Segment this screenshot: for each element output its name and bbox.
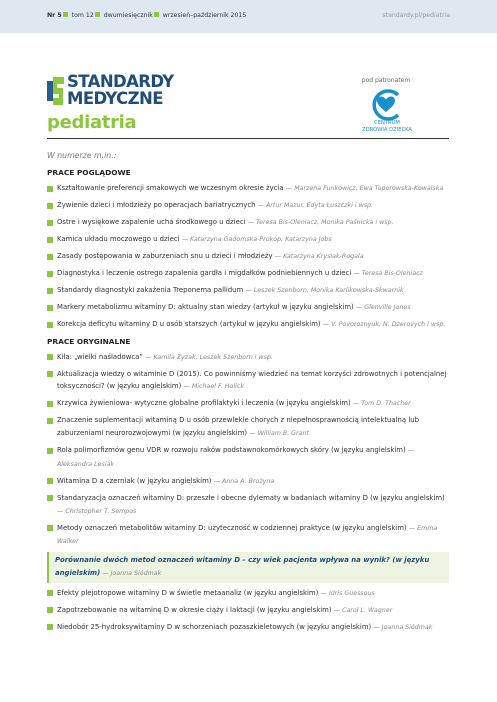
article-authors: Artur Mazur, Edyta Łuszczki i wsp. <box>266 202 374 209</box>
article-authors: Teresa Bis-Oleniacz, Monika Paśnicka i wsp. <box>256 219 394 226</box>
green-square-icon <box>47 448 53 454</box>
article-authors: William B. Grant <box>257 430 309 438</box>
featured-title: Porównanie dwóch metod oznaczeń witaminy D – czy wiek pacjenta wpływa na wynik? (w języku angielskim) <box>55 556 430 577</box>
article-authors-wrap: — William B. Grant <box>249 430 309 438</box>
article-authors: Anna A. Brożyna <box>222 477 275 485</box>
frequency: dwumiesięcznik <box>103 12 153 19</box>
green-square-icon <box>47 401 53 407</box>
article-title: Standaryzacja oznaczeń witaminy D: przeszłe i obecne dylematy w badaniach witaminy D (w języku angielskim) <box>57 493 445 502</box>
featured-author: Joanna Siódmak <box>110 569 162 577</box>
article-title: Znaczenie suplementacji witaminą D u osób przewlekle chorych z niepełnosprawnością intelektualną lub zaburzeniami neurorozwojowymi (w języku angielskim) <box>57 416 419 438</box>
article-authors-wrap: — Anna A. Brożyna <box>213 477 275 485</box>
section-original-list-continued <box>47 587 449 635</box>
article-authors: Aleksandra Lesiak <box>57 460 115 468</box>
logo-line-1: STANDARDY <box>67 72 174 91</box>
green-square-icon <box>47 525 53 531</box>
article-item[interactable] <box>47 368 449 394</box>
article-authors-wrap: — Teresa Bis-Oleniacz <box>353 270 423 277</box>
green-square-icon <box>63 12 68 17</box>
article-title: Niedobór 25-hydroksywitaminy D w schorzeniach pozaszkieletowych (w języku angielskim) <box>57 622 372 631</box>
volume: tom 12 <box>71 12 94 19</box>
article-title: Korekcja deficytu witaminy D u osób starszych (artykuł w języku angielskim) <box>57 320 321 328</box>
article-item[interactable] <box>47 397 449 411</box>
article-authors: Katarzyna Krysiak-Rogala <box>283 253 364 260</box>
green-square-icon <box>47 220 53 226</box>
issue-info <box>47 12 246 19</box>
section-original-list <box>47 351 449 549</box>
header-bar <box>0 0 497 33</box>
table-of-contents <box>47 165 449 638</box>
brand-logo-text <box>67 73 174 107</box>
standardy-logo-icon <box>47 75 64 107</box>
article-title: Rola polimorfizmów genu VDR w rozwoju raków podstawnokomórkowych skóry (w języku angielskim) <box>57 446 406 455</box>
heart-logo-icon <box>367 86 405 124</box>
article-authors-wrap: — Christopher T. Sempos <box>57 507 137 515</box>
article-authors-wrap: — Teresa Bis-Oleniacz, Monika Paśnicka i wsp. <box>247 219 394 226</box>
green-square-icon <box>47 271 53 277</box>
patron-name <box>352 120 422 133</box>
article-title: Diagnostyka i leczenie ostrego zapalenia gardła i migdałków podniebiennych u dzieci <box>57 269 352 277</box>
article-title: Kształtowanie preferencji smakowych we wczesnym okresie życia <box>57 184 284 192</box>
article-item[interactable] <box>47 216 449 230</box>
article-authors: Joanna Siódmak <box>381 623 433 631</box>
issue-date: wrzesień–październik 2015 <box>162 12 247 19</box>
article-title: Metody oznaczeń metabolitów witaminy D: użyteczność w codziennej praktyce (w języku angielskim) <box>57 523 407 532</box>
article-authors: Christopher T. Sempos <box>65 507 137 515</box>
article-item[interactable] <box>47 351 449 365</box>
article-title: Zapotrzebowanie na witaminę D w okresie ciąży i laktacji (w języku angielskim) <box>57 605 332 614</box>
article-title: Zasady postępowania w zaburzeniach snu u dzieci i młodzieży <box>57 252 273 260</box>
article-authors: Tom D. Thacher <box>361 400 411 408</box>
article-authors: Leszek Szenborn, Monika Karlikowska-Skwarnik <box>253 287 404 294</box>
green-square-icon <box>47 288 53 294</box>
green-square-icon <box>47 418 53 424</box>
article-title: Aktualizacja wiedzy o witaminie D (2015). Co powinniśmy wiedzieć na temat korzyści zdrowotnych i potencjalnej toksyczności? (w języku angielskim) <box>57 369 447 391</box>
green-square-icon <box>47 371 53 377</box>
patron-line-1: CENTRUM <box>374 120 400 126</box>
article-title: Witamina D a czerniak (w języku angielskim) <box>57 476 212 485</box>
journal-title: pediatria <box>47 112 137 133</box>
article-authors-wrap: — V. Povoroznyuk, N. Dzerovych i wsp. <box>322 321 446 328</box>
article-item[interactable] <box>47 182 449 196</box>
article-authors: Glenville Jones <box>364 304 411 311</box>
article-authors-wrap: — Aleksandra Lesiak <box>57 447 415 468</box>
issue-number: Nr 5 <box>47 12 62 19</box>
article-item[interactable] <box>47 621 449 635</box>
green-square-icon <box>47 495 53 501</box>
article-authors-wrap: — Tom D. Thacher <box>352 400 411 408</box>
green-square-icon <box>47 237 53 243</box>
article-authors-wrap: — Katarzyna Gadomska-Prokop, Katarzyna Jobs <box>181 236 332 243</box>
article-item[interactable] <box>47 233 449 247</box>
article-item[interactable] <box>47 604 449 618</box>
article-authors-wrap: — Artur Mazur, Edyta Łuszczki i wsp. <box>257 202 374 209</box>
green-square-icon <box>47 322 53 328</box>
patron-line-2: ZDROWIA DZIECKA <box>362 126 412 133</box>
article-item[interactable] <box>47 250 449 264</box>
green-square-icon <box>47 590 53 596</box>
divider <box>47 138 449 139</box>
article-authors: Idris Guessous <box>328 589 375 597</box>
article-item[interactable] <box>47 522 449 549</box>
article-item[interactable] <box>47 587 449 601</box>
article-title: Kiła: „wielki naśladowca” <box>57 352 143 361</box>
article-title: Żywienie dzieci i młodzieży po operacjach bariatrycznych <box>57 201 256 209</box>
green-square-icon <box>47 607 53 613</box>
article-authors-wrap: — Emma Walker <box>57 524 438 546</box>
article-item[interactable] <box>47 318 449 332</box>
article-item[interactable] <box>47 199 449 213</box>
patron-label: pod patronatem <box>361 77 411 84</box>
journal-url[interactable]: standardy.pl/pediatria <box>382 12 450 19</box>
article-authors: Carol L. Wagner <box>342 606 393 614</box>
green-square-icon <box>47 624 53 630</box>
green-square-icon <box>47 478 53 484</box>
article-item[interactable] <box>47 414 449 440</box>
article-authors: Emma Walker <box>57 524 438 546</box>
article-title: Standardy diagnostyki zakażenia Treponema pallidum <box>57 286 244 294</box>
article-item[interactable] <box>47 492 449 518</box>
article-authors-wrap: — Marzena Funkowicz, Ewa Toporowska-Kowalska <box>285 185 444 192</box>
green-square-icon <box>47 186 53 192</box>
article-title: Efekty plejotropowe witaminy D w świetle metaanaliz (w języku angielskim) <box>57 588 319 597</box>
intro-text: W numerze m.in.: <box>47 151 117 160</box>
green-square-icon <box>47 354 53 360</box>
green-square-icon <box>95 12 100 17</box>
article-authors: Marzena Funkowicz, Ewa Toporowska-Kowalska <box>294 185 444 192</box>
article-authors-wrap: — Michael F. Holick <box>183 383 244 391</box>
article-item[interactable] <box>47 444 449 471</box>
article-item[interactable] <box>47 475 449 489</box>
section-review-list <box>47 182 449 332</box>
article-item[interactable] <box>47 301 449 315</box>
green-square-icon <box>47 305 53 311</box>
featured-article[interactable]: Porównanie dwóch metod oznaczeń witaminy D – czy wiek pacjenta wpływa na wynik? (w języku angielskim) — Joanna Siódmak <box>47 552 449 582</box>
article-title: Krzywica żywieniowa- wytyczne globalne profilaktyki i leczenia (w języku angielskim) <box>57 399 351 408</box>
green-square-icon <box>47 203 53 209</box>
logo-line-2: MEDYCZNE <box>67 89 163 108</box>
green-square-icon <box>47 254 53 260</box>
article-authors-wrap: — Kamila Zyzak, Leszek Szenborn i wsp. <box>145 353 273 361</box>
green-square-icon <box>154 12 159 17</box>
article-item[interactable] <box>47 267 449 281</box>
article-title: Ostre i wysiękowe zapalenie ucha środkowego u dzieci <box>57 218 246 226</box>
article-authors: Kamila Zyzak, Leszek Szenborn i wsp. <box>153 353 273 361</box>
article-authors-wrap: — Katarzyna Krysiak-Rogala <box>274 253 364 260</box>
section-heading: PRACE ORYGINALNE <box>47 336 131 346</box>
article-authors: Michael F. Holick <box>191 383 244 391</box>
section-heading: PRACE POGLĄDOWE <box>47 168 131 177</box>
article-item[interactable] <box>47 284 449 298</box>
article-authors: Teresa Bis-Oleniacz <box>361 270 423 277</box>
article-authors-wrap: — Idris Guessous <box>320 589 375 597</box>
article-authors-wrap: — Glenville Jones <box>355 304 411 311</box>
article-authors-wrap: — Leszek Szenborn, Monika Karlikowska-Skwarnik <box>245 287 404 294</box>
article-title: Kamica układu moczowego u dzieci <box>57 235 180 243</box>
article-authors-wrap: — Carol L. Wagner <box>333 606 393 614</box>
article-authors: V. Povoroznyuk, N. Dzerovych i wsp. <box>331 321 446 328</box>
article-title: Markery metabolizmu witaminy D: aktualny stan wiedzy (artykuł w języku angielskim) <box>57 303 354 311</box>
article-authors: Katarzyna Gadomska-Prokop, Katarzyna Jobs <box>190 236 332 243</box>
article-authors-wrap: — Joanna Siódmak <box>373 623 433 631</box>
